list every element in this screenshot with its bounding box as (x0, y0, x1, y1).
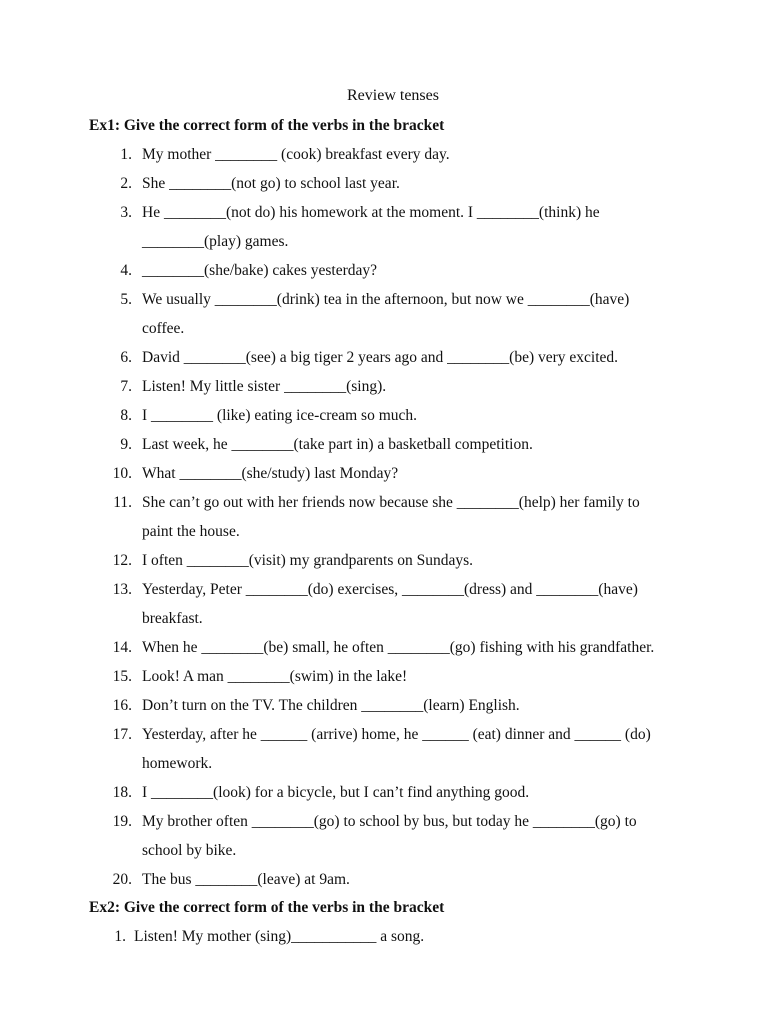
item-number: 13. (112, 581, 132, 598)
item-text: Yesterday, after he ______ (arrive) home, he ______ (eat) dinner and ______ (do) (142, 726, 651, 743)
item-number: 20. (112, 871, 132, 888)
item-text: She ________(not go) to school last year. (142, 175, 400, 192)
item-text-continuation: paint the house. (142, 523, 240, 540)
item-number: 12. (112, 552, 132, 569)
item-text: ________(she/bake) cakes yesterday? (142, 262, 377, 279)
item-text-continuation: ________(play) games. (142, 233, 289, 250)
item-number: 15. (112, 668, 132, 685)
item-text: Listen! My mother (sing)___________ a song. (134, 928, 425, 945)
ex2-heading: Ex2: Give the correct form of the verbs in the bracket (89, 899, 445, 916)
item-text: Last week, he ________(take part in) a basketball competition. (142, 436, 533, 453)
item-number: 10. (112, 465, 132, 482)
item-text: My mother ________ (cook) breakfast every day. (142, 146, 450, 163)
item-text: She can’t go out with her friends now because she ________(help) her family to (142, 494, 640, 511)
item-number: 16. (112, 697, 132, 714)
item-number: 11. (113, 494, 132, 511)
item-text-continuation: breakfast. (142, 610, 203, 627)
item-text-continuation: homework. (142, 755, 213, 772)
item-text: I ________(look) for a bicycle, but I can’t find anything good. (142, 784, 530, 801)
item-text: Don’t turn on the TV. The children ________(learn) English. (142, 697, 520, 714)
item-number: 6. (120, 349, 132, 366)
item-number: 2. (120, 175, 132, 192)
item-text: Yesterday, Peter ________(do) exercises, ________(dress) and ________(have) (142, 581, 638, 598)
ex1-heading: Ex1: Give the correct form of the verbs in the bracket (89, 117, 445, 134)
item-number: 1. (114, 928, 126, 945)
item-number: 18. (112, 784, 132, 801)
item-text: When he ________(be) small, he often ________(go) fishing with his grandfather. (142, 639, 655, 656)
item-number: 9. (120, 436, 132, 453)
item-number: 19. (112, 813, 132, 830)
item-number: 14. (112, 639, 132, 656)
item-number: 17. (112, 726, 132, 743)
item-text: What ________(she/study) last Monday? (142, 465, 399, 482)
item-text: We usually ________(drink) tea in the afternoon, but now we ________(have) (142, 291, 630, 308)
item-text: David ________(see) a big tiger 2 years ago and ________(be) very excited. (142, 349, 619, 366)
item-text: My brother often ________(go) to school by bus, but today he ________(go) to (142, 813, 637, 830)
item-number: 4. (120, 262, 132, 279)
item-number: 5. (120, 291, 132, 308)
item-number: 3. (120, 204, 132, 221)
item-text-continuation: school by bike. (142, 842, 237, 859)
item-text: He ________(not do) his homework at the moment. I ________(think) he (142, 204, 600, 221)
item-text-continuation: coffee. (142, 320, 185, 337)
item-number: 8. (120, 407, 132, 424)
item-number: 7. (120, 378, 132, 395)
item-number: 1. (120, 146, 132, 163)
item-text: Look! A man ________(swim) in the lake! (142, 668, 408, 685)
document-title: Review tenses (347, 87, 439, 104)
item-text: I often ________(visit) my grandparents on Sundays. (142, 552, 474, 569)
item-text: I ________ (like) eating ice-cream so much. (142, 407, 418, 424)
item-text: The bus ________(leave) at 9am. (142, 871, 350, 888)
item-text: Listen! My little sister ________(sing). (142, 378, 387, 395)
